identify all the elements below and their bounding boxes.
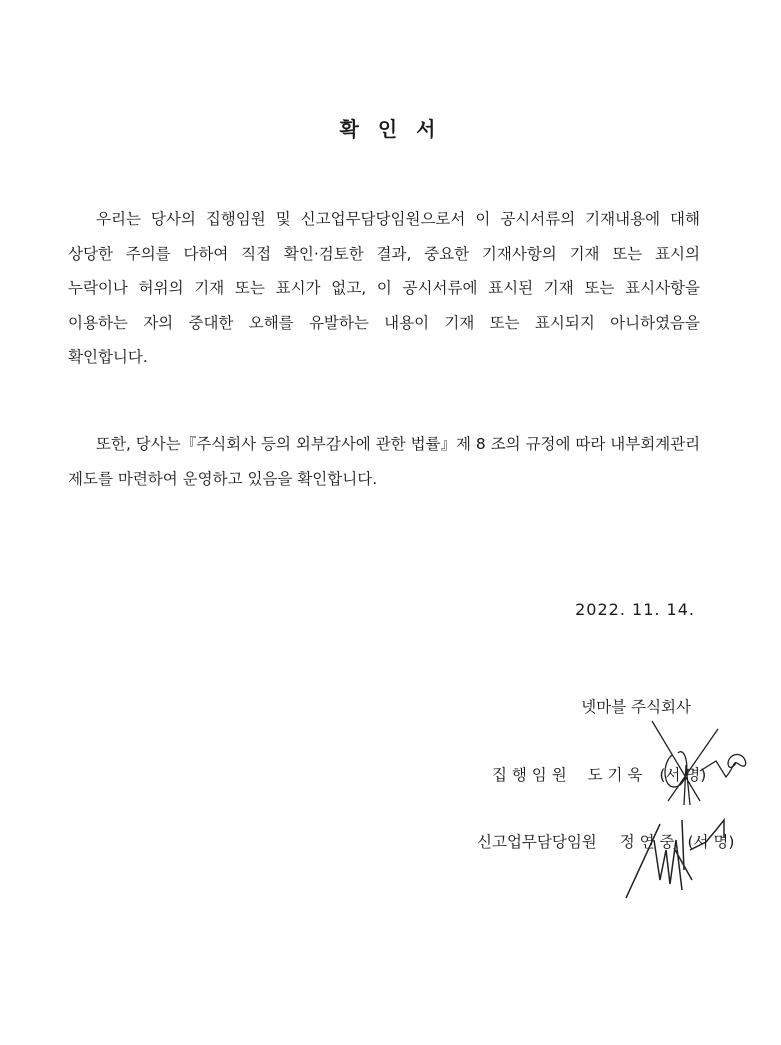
paragraph-line: 우리는 당사의 집행임원 및 신고업무담당임원으로서 이 공시서류의 기재내용에 대해 (96, 210, 700, 228)
signature-mark-disclosure-officer (620, 810, 740, 900)
signatory-name: 도 기 욱 (587, 766, 643, 784)
paragraph-line: 상당한 주의를 다하여 직접 확인·검토한 결과, 중요한 기재사항의 기재 또는 표시의 (68, 245, 700, 263)
signatory-role: 집 행 임 원 (492, 766, 567, 784)
paragraph-line: 확인합니다. (68, 348, 148, 366)
paragraph-line: 이용하는 자의 중대한 오해를 유발하는 내용이 기재 또는 표시되지 아니하였음을 (68, 314, 700, 332)
document-date: 2022. 11. 14. (575, 600, 695, 619)
signatory-executive (492, 763, 706, 785)
signature-mark-executive (600, 715, 750, 805)
paragraph-line: 누락이나 허위의 기재 또는 표시가 없고, 이 공시서류에 표시된 기재 또는 표시사항을 (68, 279, 700, 297)
document-title: 확 인 서 (339, 117, 442, 141)
signatory-role: 신고업무담당임원 (477, 833, 597, 851)
paragraph-line: 제도를 마련하여 운영하고 있음을 확인합니다. (68, 470, 378, 488)
signature-label: (서 명) (659, 766, 707, 784)
signature-label: (서 명) (687, 833, 735, 851)
paragraph-line: 또한, 당사는『주식회사 등의 외부감사에 관한 법률』제 8 조의 규정에 따라 내부회계관리 (96, 435, 701, 453)
signatory-name: 정 연 중 (619, 833, 675, 851)
company-name: 넷마블 주식회사 (581, 698, 691, 716)
signatory-disclosure-officer (477, 830, 734, 852)
